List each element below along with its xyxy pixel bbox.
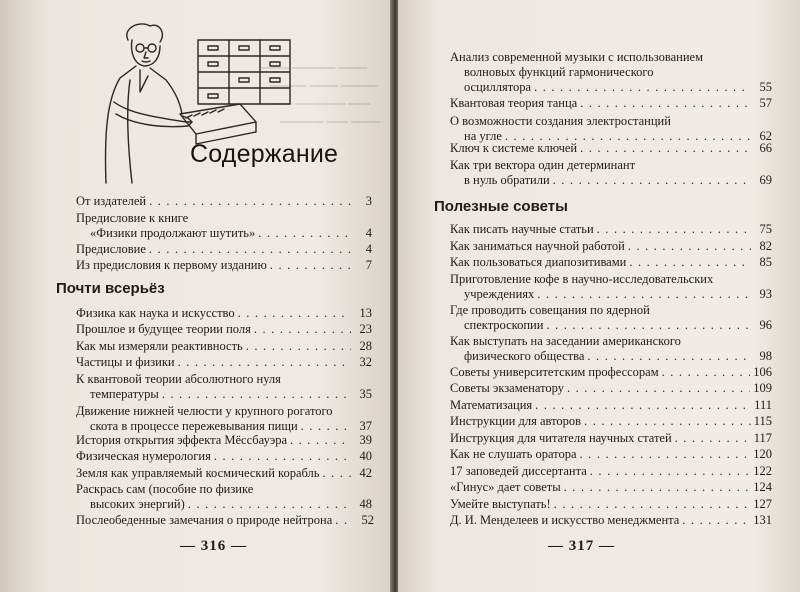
toc-entry: Как выступать на заседании американского физического общества . . . 98 xyxy=(450,334,772,364)
toc-entry: Послеобеденные замечания о природе нейтрона . . . 52 xyxy=(76,513,374,528)
toc-entry: Умейте выступать! . . . 127 xyxy=(450,497,772,512)
toc-entry: 17 заповедей диссертанта . . . 122 xyxy=(450,464,772,479)
toc-entry: Математизация . . . 111 xyxy=(450,398,772,413)
toc-entry: Движение нижней челюсти у крупного рогатого скота в процессе пережевывания пищи . . . 37 xyxy=(76,404,372,434)
page-number: — 316 — xyxy=(180,538,247,554)
page-title: Содержание xyxy=(190,140,339,168)
toc-entry: Как мы измеряли реактивность . . . 28 xyxy=(76,339,372,354)
section-heading: Полезные советы xyxy=(434,198,568,215)
toc-entry: Как пользоваться диапозитивами . . . 85 xyxy=(450,255,772,270)
toc-entry: История открытия эффекта Мёссбауэра . . . 39 xyxy=(76,433,372,448)
page-number: — 317 — xyxy=(548,538,615,554)
right-page xyxy=(398,0,800,592)
toc-entry: Анализ современной музыки с использованием волновых функций гармонического осциллятора . . . 55 xyxy=(450,50,772,95)
toc-entry: Прошлое и будущее теории поля . . . 23 xyxy=(76,322,372,337)
toc-entry: Инструкции для авторов . . . 115 xyxy=(450,414,772,429)
toc-entry: Приготовление кофе в научно-исследовательских учреждениях . . . 93 xyxy=(450,272,772,302)
toc-entry: Д. И. Менделеев и искусство менеджмента . . . 131 xyxy=(450,513,772,528)
toc-entry: Где проводить совещания по ядерной спектроскопии . . . 96 xyxy=(450,303,772,333)
toc-entry: Как не слушать оратора . . . 120 xyxy=(450,447,772,462)
toc-entry: Раскрась сам (пособие по физике высоких энергий) . . . 48 xyxy=(76,482,372,512)
toc-entry: Частицы и физики . . . 32 xyxy=(76,355,372,370)
toc-entry: К квантовой теории абсолютного нуля температуры . . . 35 xyxy=(76,372,372,402)
toc-entry: Ключ к системе ключей . . . 66 xyxy=(450,141,772,156)
toc-entry: «Гинус» дает советы . . . 124 xyxy=(450,480,772,495)
toc-entry: Предисловие . . . 4 xyxy=(76,242,372,257)
toc-entry: Советы экзаменатору . . . 109 xyxy=(450,381,772,396)
toc-entry: Как заниматься научной работой . . . 82 xyxy=(450,239,772,254)
toc-entry: О возможности создания электростанций на угле . . . 62 xyxy=(450,114,772,144)
toc-entry: Предисловие к книге «Физики продолжают шутить» . . . 4 xyxy=(76,211,372,241)
toc-entry: Земля как управляемый космический корабль . . . 42 xyxy=(76,466,372,481)
toc-entry: Как три вектора один детерминант в нуль обратили . . . 69 xyxy=(450,158,772,188)
toc-entry: Из предисловия к первому изданию . . . 7 xyxy=(76,258,372,273)
toc-entry: Как писать научные статьи . . . 75 xyxy=(450,222,772,237)
toc-entry: Физическая нумерология . . . 40 xyxy=(76,449,372,464)
toc-entry: Инструкция для читателя научных статей . . . 117 xyxy=(450,431,772,446)
toc-entry: Квантовая теория танца . . . 57 xyxy=(450,96,772,111)
toc-entry: От издателей . . . 3 xyxy=(76,194,372,209)
toc-entry: Физика как наука и искусство . . . 13 xyxy=(76,306,372,321)
toc-entry: Советы университетским профессорам . . . 106 xyxy=(450,365,772,380)
section-heading: Почти всерьёз xyxy=(56,280,165,297)
left-page: ━━━━ ━━━━━━ ━━━━ ━━━━━ ━━━━ ━━━━━ ━━━ ━━━━━━━ ━━━ ━━━━━━ ━━━ ━━━━ Содержание От издателей . . . 3 Предисловие к книге «Физики продолжают шутить» . . . 4 Предисловие . . . 4 Из предисловия к первому изданию . . . 7 Почти всерьёз Физика как наука и искусство . . . 13 Прошлое и будущее теории поля . . . 23 Как мы измеряли реактивность . . . 28 Частицы и физики . . . 32 К квантовой теории абсолютного нуля температуры . . . 35 Движение нижней челюсти у крупного рогатого скота в процессе пережевывания пищи . . . 37 История открытия эффекта Мёссбауэра . . . 39 Физическая нумерология . . . 40 Земля как управляемый космический корабль . . . 42 Раскрась сам (пособие по физике высоких энергий) . . . 48 Послеобеденные замечания о природе нейтрона . . . 52 — 316 — xyxy=(0,0,392,592)
